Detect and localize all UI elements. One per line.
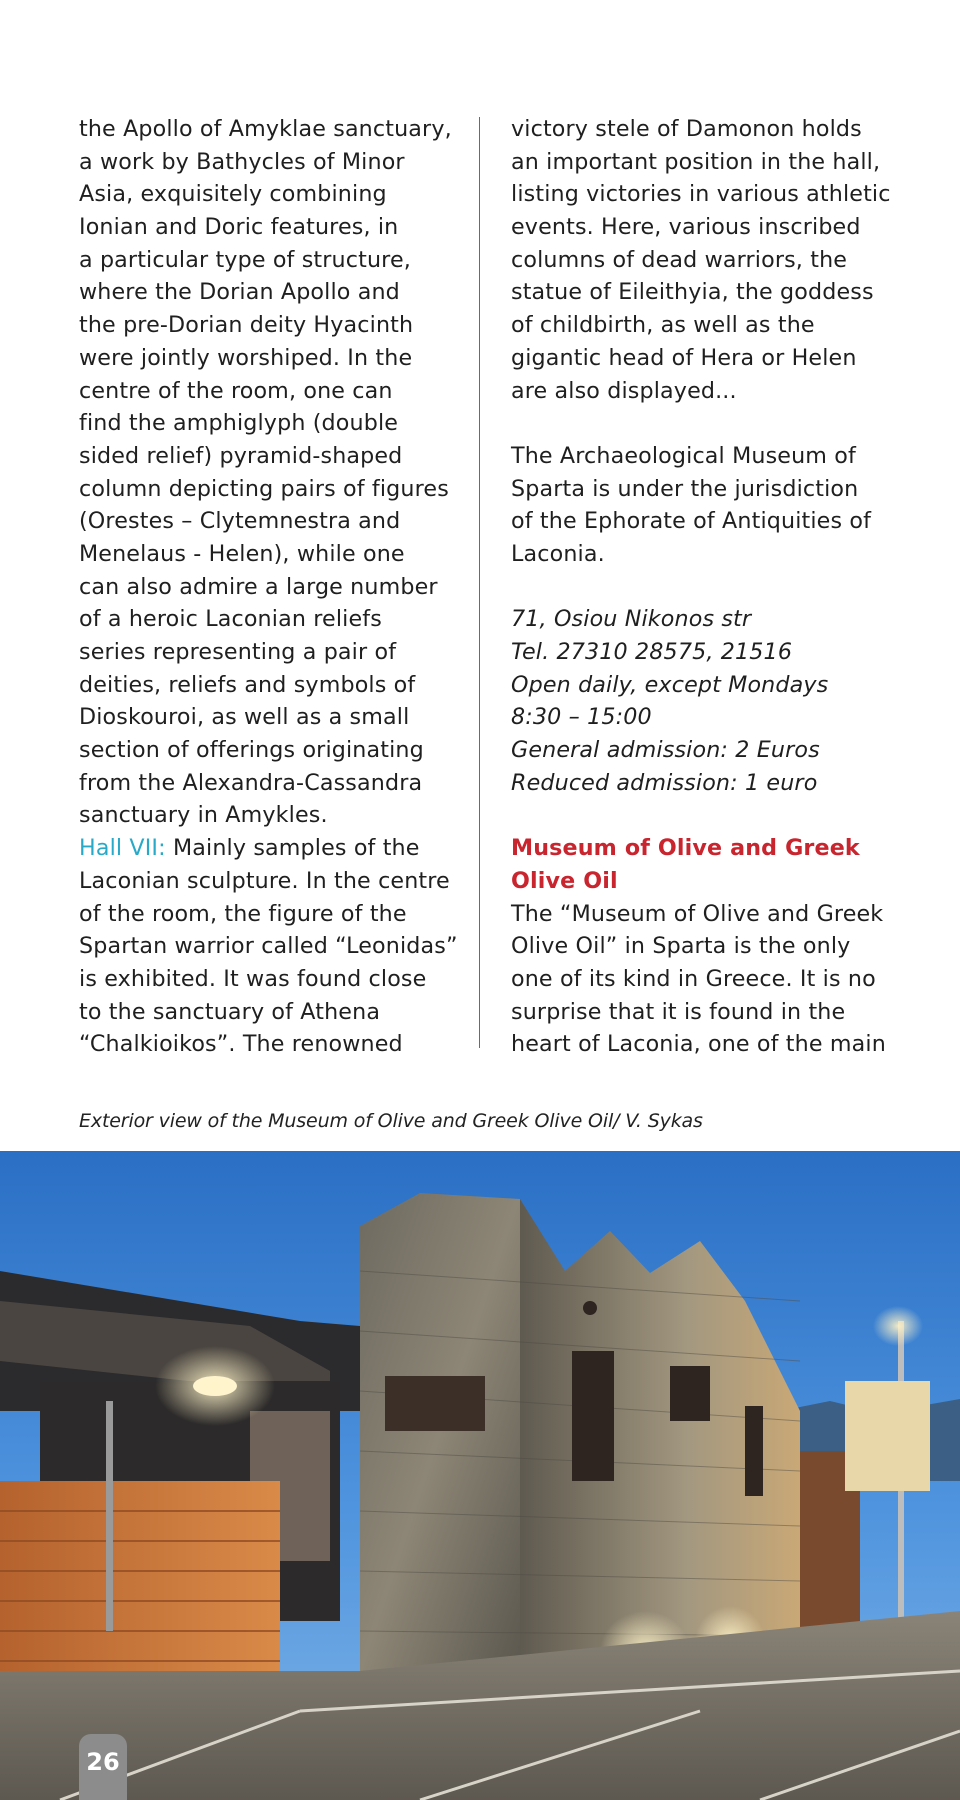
text-line: Dioskouroi, as well as a small — [79, 704, 410, 731]
lamp-glow — [155, 1346, 275, 1426]
text-line: The Archaeological Museum of — [511, 442, 856, 469]
info-line: 71, Osiou Nikonos str — [511, 606, 752, 633]
text-line: of the Ephorate of Antiquities of — [511, 508, 872, 535]
text-line: an important position in the hall, — [511, 148, 881, 175]
text-line: column depicting pairs of figures — [79, 475, 449, 502]
text-line: of childbirth, as well as the — [511, 312, 815, 339]
olive-museum-heading — [511, 832, 911, 897]
text-line: a work by Bathycles of Minor — [79, 148, 405, 175]
paragraph-gap — [511, 799, 911, 832]
stone-building-front — [360, 1193, 520, 1671]
text-line: statue of Eileithyia, the goddess — [511, 279, 874, 306]
left-paragraph-apollo — [79, 113, 469, 832]
page-number-tab — [79, 1734, 127, 1800]
museum-exterior-photo — [0, 1151, 960, 1800]
photo-caption: Exterior view of the Museum of Olive and Greek Olive Oil/ V. Sykas — [79, 1110, 703, 1132]
info-line: Open daily, except Mondays — [511, 671, 829, 698]
text-line: one of its kind in Greece. It is no — [511, 965, 876, 992]
paragraph-gap — [511, 571, 911, 604]
page-number: 26 — [86, 1748, 120, 1776]
light-pole — [106, 1401, 113, 1631]
text-line: listing victories in various athletic — [511, 181, 891, 208]
text-line: the pre-Dorian deity Hyacinth — [79, 312, 414, 339]
text-line: series representing a pair of — [79, 639, 397, 665]
hall-vii-label: Hall VII: — [79, 835, 166, 862]
text-line: (Orestes – Clytemnestra and — [79, 508, 401, 535]
hall-vii-first-line: Mainly samples of the — [165, 835, 420, 862]
text-line: gigantic head of Hera or Helen — [511, 344, 857, 371]
right-paragraph-olive-museum — [511, 898, 911, 1061]
text-line: can also admire a large number — [79, 573, 438, 600]
text-line: is exhibited. It was found close — [79, 965, 427, 992]
text-line: Laconia. — [511, 540, 605, 567]
text-line: Menelaus - Helen), while one — [79, 540, 405, 567]
text-line: to the sanctuary of Athena — [79, 998, 381, 1025]
tower-light — [873, 1306, 923, 1346]
text-line: sanctuary in Amykles. — [79, 802, 328, 829]
museum-sign — [385, 1376, 485, 1431]
dark-window — [572, 1351, 614, 1481]
text-line: surprise that it is found in the — [511, 998, 846, 1025]
left-text-column — [79, 113, 469, 1061]
text-line: from the Alexandra-Cassandra — [79, 769, 423, 796]
right-paragraph-jurisdiction — [511, 440, 911, 571]
text-line: are also displayed... — [511, 377, 737, 404]
text-line: the Apollo of Amyklae sanctuary, — [79, 116, 452, 142]
column-divider — [479, 117, 480, 1048]
info-line: Reduced admission: 1 euro — [511, 769, 818, 796]
text-line: deities, reliefs and symbols of — [79, 671, 416, 698]
hall-vii-line — [79, 832, 469, 865]
text-line: of a heroic Laconian reliefs — [79, 606, 382, 633]
paragraph-gap — [511, 407, 911, 440]
text-line: centre of the room, one can — [79, 377, 393, 404]
right-paragraph-damonon — [511, 113, 911, 407]
dark-window — [745, 1406, 763, 1496]
round-vent — [583, 1301, 597, 1315]
text-line: Ionian and Doric features, in — [79, 214, 399, 241]
text-line: of the room, the figure of the — [79, 900, 407, 927]
text-line: heart of Laconia, one of the main — [511, 1031, 886, 1058]
text-line: columns of dead warriors, the — [511, 246, 848, 273]
text-line: a particular type of structure, — [79, 246, 411, 273]
text-line: The “Museum of Olive and Greek — [511, 900, 884, 927]
text-line: Sparta is under the jurisdiction — [511, 475, 859, 502]
text-line: Asia, exquisitely combining — [79, 181, 387, 208]
text-line: were jointly worshiped. In the — [79, 344, 413, 371]
museum-info-block — [511, 603, 911, 799]
text-line: Laconian sculpture. In the centre — [79, 867, 450, 894]
text-line: “Chalkioikos”. The renowned — [79, 1031, 403, 1058]
dark-window — [670, 1366, 710, 1421]
text-line: find the amphiglyph (double — [79, 410, 399, 437]
heading-line: Museum of Olive and Greek — [511, 835, 860, 862]
text-line: events. Here, various inscribed — [511, 214, 861, 241]
text-line: sided relief) pyramid-shaped — [79, 442, 403, 469]
text-line: where the Dorian Apollo and — [79, 279, 400, 306]
left-paragraph-hall-vii — [79, 865, 469, 1061]
text-line: victory stele of Damonon holds — [511, 116, 862, 142]
info-line: Tel. 27310 28575, 21516 — [511, 639, 793, 665]
sign-tower-panel — [845, 1381, 930, 1491]
info-line: General admission: 2 Euros — [511, 737, 820, 764]
info-line: 8:30 – 15:00 — [511, 704, 652, 731]
right-text-column — [511, 113, 911, 1061]
heading-line: Olive Oil — [511, 867, 618, 894]
text-line: section of offerings originating — [79, 737, 424, 764]
text-line: Spartan warrior called “Leonidas” — [79, 933, 458, 960]
text-line: Olive Oil” in Sparta is the only — [511, 933, 851, 960]
